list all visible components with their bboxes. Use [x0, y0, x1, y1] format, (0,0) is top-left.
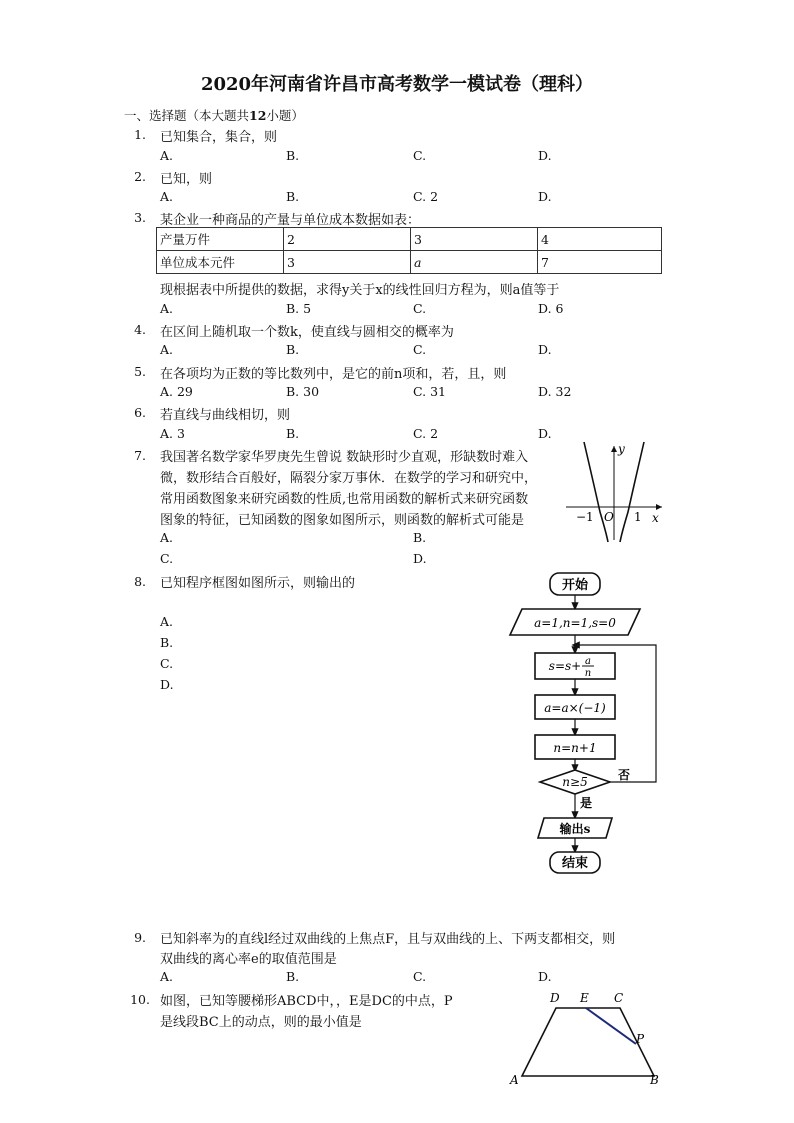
- q10-trapezoid-figure: [508, 988, 668, 1088]
- q9-number: 9.: [134, 930, 146, 945]
- q3-option-a: A.: [160, 301, 174, 316]
- table-row: [157, 251, 662, 274]
- table-cell: 3: [411, 228, 538, 251]
- q7-line-3: 常用函数图象来研究函数的性质,也常用函数的解析式来研究函数: [160, 492, 529, 507]
- q8-option-d: D.: [160, 677, 174, 692]
- q4-text: 在区间上随机取一个数k，使直线与圆相交的概率为: [160, 325, 454, 340]
- label-a: A: [510, 1073, 519, 1087]
- q4-option-d: D.: [538, 342, 552, 357]
- q6-option-b: B.: [286, 426, 300, 441]
- q2-option-a: A.: [160, 189, 174, 204]
- yes-label: 是: [580, 796, 593, 810]
- q6-option-a: A. 3: [160, 426, 185, 441]
- q8-option-c: C.: [160, 656, 174, 671]
- n-update-label: n=n+1: [553, 741, 597, 755]
- q9-option-c: C.: [413, 969, 427, 984]
- y-axis-arrow: [611, 446, 617, 452]
- section-suffix: 小题）: [266, 108, 304, 123]
- q3-option-b: B. 5: [286, 301, 312, 316]
- label-e: E: [580, 991, 589, 1005]
- end-label: 结束: [561, 856, 589, 871]
- no-label: 否: [618, 768, 631, 782]
- q5-option-d: D. 32: [538, 384, 572, 399]
- q3-number: 3.: [134, 210, 146, 225]
- q1-option-b: B.: [286, 148, 300, 163]
- curve-right: [620, 442, 644, 542]
- q9-line-2: 双曲线的离心率e的取值范围是: [160, 952, 337, 967]
- q2-number: 2.: [134, 169, 146, 184]
- frac-denominator: n: [584, 668, 592, 679]
- q6-text: 若直线与曲线相切，则: [160, 408, 291, 423]
- label-p: P: [636, 1032, 645, 1046]
- q9-option-d: D.: [538, 969, 552, 984]
- q9-option-b: B.: [286, 969, 300, 984]
- page-title: 2020年河南省许昌市高考数学一模试卷（理科）: [200, 74, 594, 95]
- q5-text: 在各项均为正数的等比数列中，是它的前n项和，若，且，则: [160, 367, 507, 382]
- q1-number: 1.: [134, 127, 146, 142]
- q9-line-1: 已知斜率为的直线l经过双曲线的上焦点F，且与双曲线的上、下两支都相交，则: [160, 932, 616, 947]
- start-label: 开始: [561, 578, 589, 593]
- q7-number: 7.: [134, 448, 146, 463]
- table-cell: 2: [284, 228, 411, 251]
- q2-option-d: D.: [538, 189, 552, 204]
- q4-option-b: B.: [286, 342, 300, 357]
- q3-option-c: C.: [413, 301, 427, 316]
- q1-option-c: C.: [413, 148, 427, 163]
- q2-option-c: C. 2: [413, 189, 439, 204]
- q1-option-a: A.: [160, 148, 174, 163]
- q9-option-a: A.: [160, 969, 174, 984]
- origin-label: O: [604, 510, 614, 524]
- tick-minus-one: −1: [576, 510, 594, 524]
- tick-one: 1: [634, 510, 642, 524]
- q3-data-table: [156, 227, 662, 274]
- frac-numerator: a: [585, 656, 591, 667]
- table-cell: 3: [284, 251, 411, 274]
- q10-number: 10.: [130, 992, 150, 1007]
- s-update-label: s=s+: [548, 659, 582, 673]
- q8-option-b: B.: [160, 635, 174, 650]
- q1-option-d: D.: [538, 148, 552, 163]
- q7-function-graph: [562, 440, 672, 546]
- q5-option-a: A. 29: [160, 384, 193, 399]
- table-row: [157, 228, 662, 251]
- q7-line-2: 微，数形结合百般好，隔裂分家万事休．在数学的学习和研究中，: [160, 471, 538, 486]
- table-cell: 单位成本元件: [157, 251, 284, 274]
- q7-line-4: 图象的特征，已知函数的图象如图所示，则函数的解析式可能是: [160, 513, 525, 528]
- q5-option-c: C. 31: [413, 384, 446, 399]
- q4-option-a: A.: [160, 342, 174, 357]
- q6-option-c: C. 2: [413, 426, 439, 441]
- x-label: x: [652, 511, 659, 525]
- label-b: B: [650, 1073, 659, 1087]
- q7-option-d: D.: [413, 551, 427, 566]
- q8-option-a: A.: [160, 614, 174, 629]
- label-c: C: [614, 991, 624, 1005]
- q8-number: 8.: [134, 574, 146, 589]
- q2-option-b: B.: [286, 189, 300, 204]
- y-label: y: [618, 442, 625, 456]
- q10-line-1: 如图，已知等腰梯形ABCD中，，E是DC的中点，P: [160, 994, 453, 1009]
- q6-number: 6.: [134, 405, 146, 420]
- table-cell: 4: [538, 228, 662, 251]
- section-count: 12: [249, 108, 267, 123]
- q5-number: 5.: [134, 364, 146, 379]
- q1-text: 已知集合，集合，则: [160, 130, 278, 145]
- q7-option-c: C.: [160, 551, 174, 566]
- q4-number: 4.: [134, 322, 146, 337]
- q2-text: 已知，则: [160, 172, 213, 187]
- q3-option-d: D. 6: [538, 301, 564, 316]
- q3-after-text: 现根据表中所提供的数据，求得y关于x的线性回归方程为，则a值等于: [160, 283, 560, 298]
- label-d: D: [550, 991, 560, 1005]
- q8-text: 已知程序框图如图所示，则输出的: [160, 576, 356, 591]
- table-cell: 7: [538, 251, 662, 274]
- q7-option-a: A.: [160, 530, 174, 545]
- table-cell: a: [411, 251, 538, 274]
- init-label: a=1,n=1,s=0: [534, 616, 616, 630]
- q10-line-2: 是线段BC上的动点，则的最小值是: [160, 1015, 362, 1030]
- section-prefix: 一、选择题（本大题共: [124, 108, 250, 123]
- q7-line-1: 我国著名数学家华罗庚先生曾说 数缺形时少直观，形缺数时难入: [160, 450, 529, 465]
- q5-option-b: B. 30: [286, 384, 320, 399]
- x-axis-arrow: [656, 504, 662, 510]
- curve-left: [584, 442, 608, 542]
- q4-option-c: C.: [413, 342, 427, 357]
- output-label: 输出s: [559, 822, 591, 836]
- table-cell: 产量万件: [157, 228, 284, 251]
- q8-flowchart: [500, 565, 670, 880]
- condition-label: n≥5: [562, 775, 588, 789]
- q6-option-d: D.: [538, 426, 552, 441]
- q7-option-b: B.: [413, 530, 427, 545]
- q3-text: 某企业一种商品的产量与单位成本数据如表：: [160, 213, 421, 228]
- a-update-label: a=a×(−1): [544, 701, 606, 715]
- section-header: [124, 106, 304, 124]
